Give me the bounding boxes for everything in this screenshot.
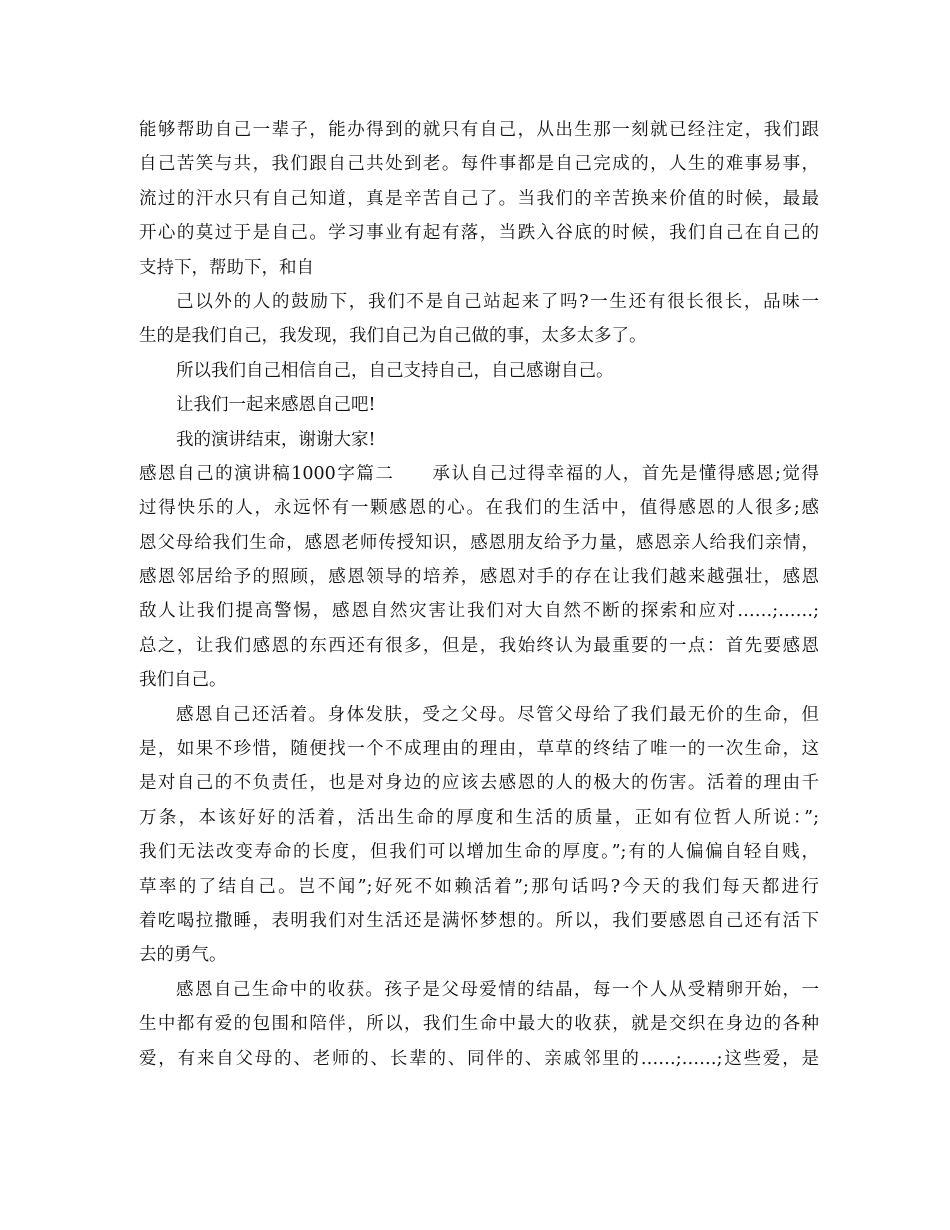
text-line: 去的勇气。 (139, 945, 227, 966)
text-line: 我们无法改变寿命的长度，但我们可以增加生命的厚度。”;有的人偏偏自轻自贱， (139, 842, 819, 863)
text-line: 所以我们自己相信自己，自己支持自己，自己感谢自己。 (176, 360, 614, 381)
text-line: 生的是我们自己，我发现，我们自己为自己做的事，太多太多了。 (139, 326, 647, 347)
text-line: 是，如果不珍惜，随便找一个不成理由的理由，草草的终结了唯一的一次生命，这 (139, 739, 819, 760)
text-line: 总之，让我们感恩的东西还有很多，但是，我始终认为最重要的一点：首先要感恩 (139, 635, 819, 656)
text-line: 己以外的人的鼓励下，我们不是自己站起来了吗?一生还有很长很长，品味一 (176, 291, 819, 312)
document-body (139, 113, 819, 1076)
text-line: 支持下，帮助下，和自 (139, 257, 314, 278)
text-line: 自己苦笑与共，我们跟自己共处到老。每件事都是自己完成的，人生的难事易事， (139, 154, 819, 175)
text-line: 万条，本该好好的活着，活出生命的厚度和生活的质量，正如有位哲人所说：”; (139, 807, 819, 828)
section-heading-line: 感恩自己的演讲稿1000字篇二 承认自己过得幸福的人，首先是懂得感恩;觉得 (139, 463, 819, 484)
text-line: 感恩邻居给予的照顾，感恩领导的培养，感恩对手的存在让我们越来越强壮，感恩 (139, 567, 819, 588)
text-line: 恩父母给我们生命，感恩老师传授知识，感恩朋友给予力量，感恩亲人给我们亲情， (139, 532, 819, 553)
text-line: 流过的汗水只有自己知道，真是辛苦自己了。当我们的辛苦换来价值的时候，最最 (139, 188, 819, 209)
text-line: 我们自己。 (139, 670, 227, 691)
text-line: 爱，有来自父母的、老师的、长辈的、同伴的、亲戚邻里的……;……;这些爱，是 (139, 1048, 819, 1069)
text-line: 敌人让我们提高警惕，感恩自然灾害让我们对大自然不断的探索和应对……;……; (139, 601, 819, 622)
text-line: 生中都有爱的包围和陪伴，所以，我们生命中最大的收获，就是交织在身边的各种 (139, 1014, 819, 1035)
text-line: 我的演讲结束，谢谢大家! (176, 429, 376, 450)
text-line: 感恩自己生命中的收获。孩子是父母爱情的结晶，每一个人从受精卵开始，一 (176, 979, 819, 1000)
text-line: 着吃喝拉撒睡，表明我们对生活还是满怀梦想的。所以，我们要感恩自己还有活下 (139, 910, 819, 931)
text-line: 过得快乐的人，永远怀有一颗感恩的心。在我们的生活中，值得感恩的人很多;感 (139, 498, 819, 519)
text-line: 是对自己的不负责任，也是对身边的应该去感恩的人的极大的伤害。活着的理由千 (139, 773, 819, 794)
text-line: 让我们一起来感恩自己吧! (176, 395, 376, 416)
text-line: 能够帮助自己一辈子，能办得到的就只有自己，从出生那一刻就已经注定，我们跟 (139, 120, 819, 140)
text-line: 开心的莫过于是自己。学习事业有起有落，当跌入谷底的时候，我们自己在自己的 (139, 223, 819, 244)
text-line: 感恩自己还活着。身体发肤，受之父母。尽管父母给了我们最无价的生命，但 (176, 704, 819, 725)
text-line: 草率的了结自己。岂不闻”;好死不如赖活着”;那句话吗?今天的我们每天都进行 (139, 876, 819, 897)
